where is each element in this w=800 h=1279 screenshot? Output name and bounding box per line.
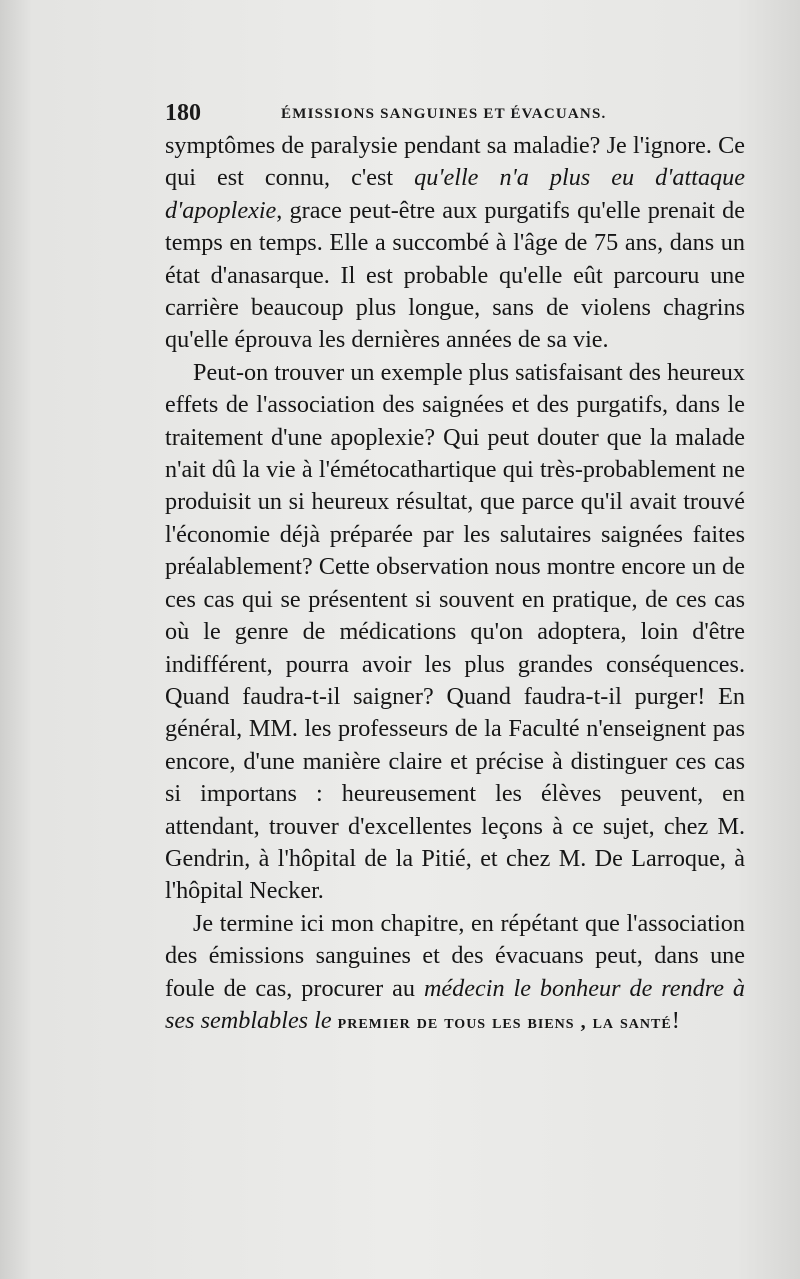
paragraph-2: Peut-on trouver un exemple plus satisfaisant des heureux effets de l'association des saignées et des purgatifs, dans le traitement d'une apoplexie? Qui peut douter que la malade n'ait dû la vie à l'émétocathartique qui très-probablement ne produisit un si heureux résultat, que parce qu'il avait trouvé l'économie déjà préparée par les salutaires saignées faites préalablement? Cette observation nous montre encore un de ces cas qui se présentent si souvent en pratique, de ces cas où le genre de médications qu'on adoptera, loin d'être indifférent, pourra avoir les plus grandes conséquences. Quand faudra-t-il saigner? Quand faudra-t-il purger! En général, MM. les professeurs de la Faculté n'enseignent pas encore, d'une manière claire et précise à distinguer ces cas si importans : heureusement les élèves peuvent, en attendant, trouver d'excellentes leçons à ce sujet, chez M. Gendrin, à l'hôpital de la Pitié, et chez M. De Larroque, à l'hôpital Necker. <box>165 358 745 905</box>
page-header <box>165 100 745 130</box>
page-number: 180 <box>165 100 201 126</box>
body-text <box>165 130 745 1038</box>
paragraph-1: symptômes de paralysie pendant sa maladie? Je l'ignore. Ce qui est connu, c'est qu'elle n'a plus eu d'attaque d'apoplexie, grace peut-être aux purgatifs qu'elle prenait de temps en temps. Elle a succombé à l'âge de 75 ans, dans un état d'anasarque. Il est probable qu'elle eût parcouru une carrière beaucoup plus longue, sans de violens chagrins qu'elle éprouva les dernières années de sa vie. <box>165 132 745 354</box>
italic-phrase: médecin le bonheur de rendre à ses semblables le <box>165 974 745 1034</box>
small-caps-phrase: premier de tous les biens , la santé <box>337 1010 672 1033</box>
running-title: ÉMISSIONS SANGUINES ET ÉVACUANS. <box>281 106 607 122</box>
paragraph-3: Je termine ici mon chapitre, en répétant que l'association des émissions sanguines et des évacuans peut, dans une foule de cas, procurer au médecin le bonheur de rendre à ses semblables le premier de tous les biens , la santé! <box>165 909 745 1034</box>
italic-phrase: qu'elle n'a plus eu d'attaque d'apoplexie <box>165 164 745 224</box>
